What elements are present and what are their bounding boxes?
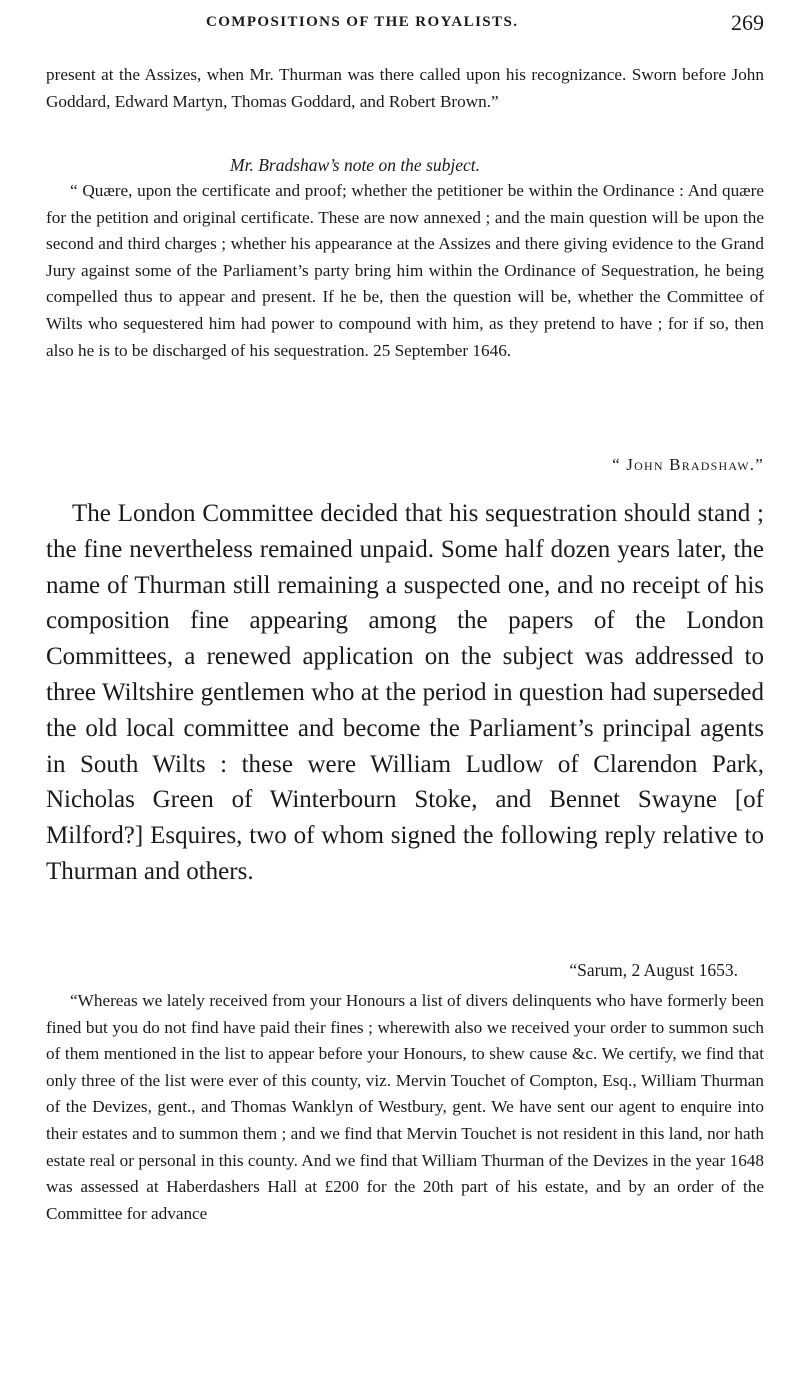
main-paragraph — [46, 496, 764, 890]
running-title: COMPOSITIONS OF THE ROYALISTS. — [206, 14, 519, 30]
opening-paragraph — [46, 62, 764, 115]
page-number: 269 — [731, 10, 764, 35]
note-text: “ Quære, upon the certificate and proof; whether the petitioner be within the Ordinance : And quære for the petition and original certificate. These are now annexed ; and the main question will be upon the second and third charges ; whether his appearance at the Assizes and there giving evidence to the Grand Jury against some of the Parliament’s party bring him within the Ordinance of Sequestration, he being compelled thus to appear and present. If he be, then the question will be, whether the Committee of Wilts who sequestered him had power to compound with him, as they pretend to have ; for if so, then also he is to be discharged of his sequestration. 25 September 1646. — [46, 181, 764, 360]
letter-text: “Whereas we lately received from your Honours a list of divers delinquents who have formerly been fined but you do not find have paid their fines ; wherewith also we received your order to summon such of them mentioned in the list to appear before your Honours, to shew cause &c. We certify, we find that only three of the list were ever of this county, viz. Mervin Touchet of Compton, Esq., William Thurman of the Devizes, gent., and Thomas Wanklyn of Westbury, gent. We have sent our agent to enquire into their estates and to summon them ; and we find that Mervin Touchet is not resident in this land, nor hath estate real or personal in this county. And we find that William Thurman of the Devizes in the year 1648 was assessed at Haberdashers Hall at £200 for the 20th part of his estate, and by an order of the Committee for advance — [46, 991, 764, 1223]
opening-text: present at the Assizes, when Mr. Thurman was there called upon his recognizance. Sworn before John Goddard, Edward Martyn, Thomas Goddard, and Robert Brown.” — [46, 65, 764, 111]
page-header — [46, 10, 764, 40]
note-heading: Mr. Bradshaw’s note on the subject. — [230, 155, 481, 175]
letter-dateline: “Sarum, 2 August 1653. — [569, 960, 738, 980]
note-signature: “ John Bradshaw.” — [612, 455, 764, 474]
note-paragraph — [46, 178, 764, 364]
letter-paragraph — [46, 988, 764, 1227]
main-paragraph-text: The London Committee decided that his sequestration should stand ; the fine nevertheless remained unpaid. Some half dozen years later, the name of Thurman still remaining a suspected one, and no receipt of his composition fine appearing among the papers of the London Committees, a renewed application on the subject was addressed to three Wiltshire gentlemen who at the period in question had superseded the old local committee and become the Parliament’s principal agents in South Wilts : these were William Ludlow of Clarendon Park, Nicholas Green of Winterbourn Stoke, and Bennet Swayne [of Milford?] Esquires, two of whom signed the following reply relative to Thurman and others. — [46, 500, 764, 885]
